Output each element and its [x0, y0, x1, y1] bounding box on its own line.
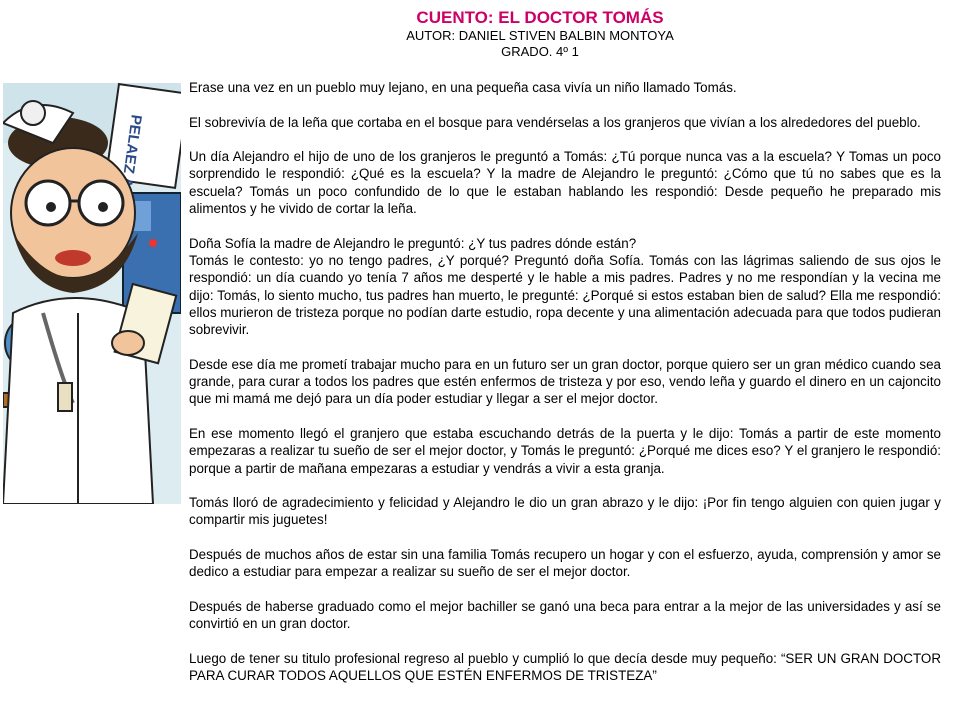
author-line: AUTOR: DANIEL STIVEN BALBIN MONTOYA — [406, 28, 674, 43]
header — [360, 8, 720, 60]
doctor-illustration — [3, 83, 181, 504]
paragraph-4: Doña Sofía la madre de Alejandro le preguntó: ¿Y tus padres dónde están? — [189, 235, 637, 251]
cartoon-doctor-icon — [3, 83, 181, 504]
paragraph-6: Desde ese día me prometí trabajar mucho para en un futuro ser un gran doctor, porque quiero ser un gran médico cuando sea grande, para curar a todos los padres que estén enfermos de tristeza y por eso, vendo leña y guardo el dinero en un cajoncito que mi mamá me dejó para un día poder estudiar y llegar a ser el mejor doctor. — [189, 356, 941, 407]
paragraph-7: En ese momento llegó el granjero que estaba escuchando detrás de la puerta y le dijo: Tomás a partir de este momento empezaras a realizar tu sueño de ser el mejor doctor, y Tomás le preguntó: ¿Porqué me dices eso? Y el granjero le respondió: porque a partir de mañana empezaras a estudiar y vendrás a vivir a esta granja. — [189, 425, 941, 476]
paragraph-5: Tomás le contesto: yo no tengo padres, ¿Y porqué? Preguntó doña Sofía. Tomás con las lágrimas saliendo de sus ojos le respondió: un día cuando yo tenía 7 años me desperté y le hable a mis padres. Padres y no me respondían y la vecina me dijo: Tomás, lo siento mucho, tus padres han muerto, le pregunté: ¿Porqué si estos estaban bien de salud? Ella me respondió: ellos murieron de tristeza porque no podían darte estudio, ropa decente y una alimentación adecuada para que todos pudieran sobrevivir. — [189, 252, 941, 338]
story-body — [189, 79, 941, 702]
paragraph-2: El sobrevivía de la leña que cortaba en el bosque para vendérselas a los granjeros que vivían a los alrededores del pueblo. — [189, 114, 921, 130]
paragraph-8: Tomás lloró de agradecimiento y felicidad y Alejandro le dio un gran abrazo y le dijo: ¡Por fin tengo alguien con quien jugar y compartir mis juguetes! — [189, 495, 941, 528]
paragraph-10: Después de haberse graduado como el mejor bachiller se ganó una beca para entrar a la mejor de las universidades y así se convirtió en un gran doctor. — [189, 598, 941, 632]
grade-line: GRADO. 4º 1 — [501, 44, 579, 59]
paragraph-1: Erase una vez en un pueblo muy lejano, en una pequeña casa vivía un niño llamado Tomás. — [189, 80, 737, 95]
paragraph-3: Un día Alejandro el hijo de uno de los granjeros le preguntó a Tomás: ¿Tú porque nunca vas a la escuela? Y Tomas un poco sorprendido le respondió: ¿Qué es la escuela? Y la madre de Alejandro le preguntó: ¿Cómo que tú no sabes que es la escuela? Tomás un poco confundido de lo que le estaban hablando les respondió: Desde pequeño he preparado mis alimentos y he vivido de cortar la leña. — [189, 149, 941, 217]
paragraph-9: Después de muchos años de estar sin una familia Tomás recupero un hogar y con el esfuerzo, ayuda, comprensión y amor se dedico a estudiar para empezar a realizar su sueño de ser el mejor doctor. — [189, 547, 941, 580]
paragraph-11: Luego de tener su titulo profesional regreso al pueblo y cumplió lo que decía desde muy pequeño: “SER UN GRAN DOCTOR PARA CURAR TODOS AQUELLOS QUE ESTÉN ENFERMOS DE TRISTEZA” — [189, 650, 941, 684]
story-title: CUENTO: EL DOCTOR TOMÁS — [416, 8, 664, 27]
poster-text: PELAEZ — [119, 113, 145, 175]
